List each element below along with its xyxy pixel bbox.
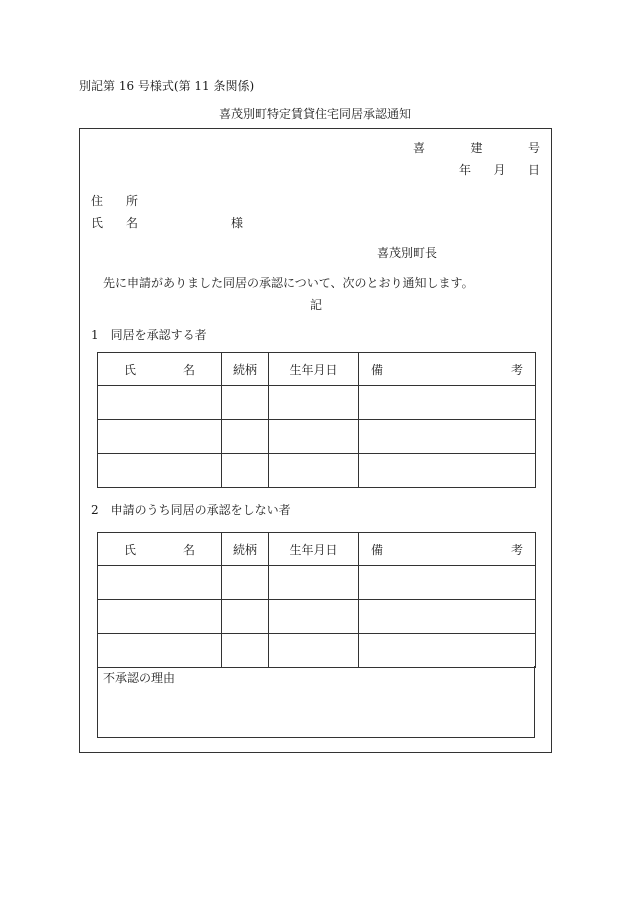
birthdate-cell[interactable] xyxy=(269,600,359,634)
header-name: 氏 名 xyxy=(98,353,222,386)
header-name: 氏 名 xyxy=(98,533,222,566)
birthdate-cell[interactable] xyxy=(269,454,359,488)
relation-cell[interactable] xyxy=(222,420,269,454)
header-relation: 続柄 xyxy=(222,533,269,566)
document-title: 喜茂別町特定賃貸住宅同居承認通知 xyxy=(218,107,411,121)
birthdate-cell[interactable] xyxy=(269,634,359,668)
header-remarks: 備 考 xyxy=(359,533,536,566)
table-row xyxy=(98,600,536,634)
date-day: 日 xyxy=(527,163,540,177)
date-year: 年 xyxy=(459,163,472,177)
table-row xyxy=(98,454,536,488)
name-cell[interactable] xyxy=(98,600,222,634)
birthdate-cell[interactable] xyxy=(269,386,359,420)
birthdate-cell[interactable] xyxy=(269,420,359,454)
relation-cell[interactable] xyxy=(222,386,269,420)
form-label: 別記第 16 号様式(第 11 条関係) xyxy=(79,79,255,93)
remarks-cell[interactable] xyxy=(359,634,536,668)
table-row xyxy=(98,386,536,420)
table-header-row xyxy=(98,353,536,386)
ki-label: 記 xyxy=(310,298,323,312)
header-birthdate: 生年月日 xyxy=(269,533,359,566)
name-cell[interactable] xyxy=(98,420,222,454)
section1-heading: 1 同居を承認する者 xyxy=(91,328,207,342)
header-birthdate: 生年月日 xyxy=(269,353,359,386)
address-label: 住 所 xyxy=(91,194,139,208)
rejection-reason-label: 不承認の理由 xyxy=(103,671,176,685)
name-cell[interactable] xyxy=(98,454,222,488)
relation-cell[interactable] xyxy=(222,566,269,600)
honorific: 様 xyxy=(231,216,244,230)
remarks-cell[interactable] xyxy=(359,420,536,454)
date-month: 月 xyxy=(493,163,506,177)
header-relation: 続柄 xyxy=(222,353,269,386)
approved-persons-table xyxy=(97,352,536,488)
header-remarks: 備 考 xyxy=(359,353,536,386)
name-cell[interactable] xyxy=(98,634,222,668)
rejected-persons-table xyxy=(97,532,536,668)
table-row xyxy=(98,420,536,454)
table-row xyxy=(98,566,536,600)
relation-cell[interactable] xyxy=(222,454,269,488)
number-suffix: 号 xyxy=(527,141,540,155)
relation-cell[interactable] xyxy=(222,600,269,634)
remarks-cell[interactable] xyxy=(359,386,536,420)
table-row xyxy=(98,634,536,668)
table-header-row xyxy=(98,533,536,566)
date-line xyxy=(459,164,540,176)
name-label: 氏 名 xyxy=(91,216,139,230)
document-number-line xyxy=(413,142,540,154)
name-cell[interactable] xyxy=(98,386,222,420)
remarks-cell[interactable] xyxy=(359,600,536,634)
relation-cell[interactable] xyxy=(222,634,269,668)
issuer: 喜茂別町長 xyxy=(377,246,438,260)
number-prefix: 喜 xyxy=(413,141,426,155)
name-cell[interactable] xyxy=(98,566,222,600)
birthdate-cell[interactable] xyxy=(269,566,359,600)
remarks-cell[interactable] xyxy=(359,566,536,600)
remarks-cell[interactable] xyxy=(359,454,536,488)
body-text: 先に申請がありました同居の承認について、次のとおり通知します。 xyxy=(103,276,474,290)
section2-heading: 2 申請のうち同居の承認をしない者 xyxy=(91,503,291,517)
number-dept: 建 xyxy=(470,141,483,155)
